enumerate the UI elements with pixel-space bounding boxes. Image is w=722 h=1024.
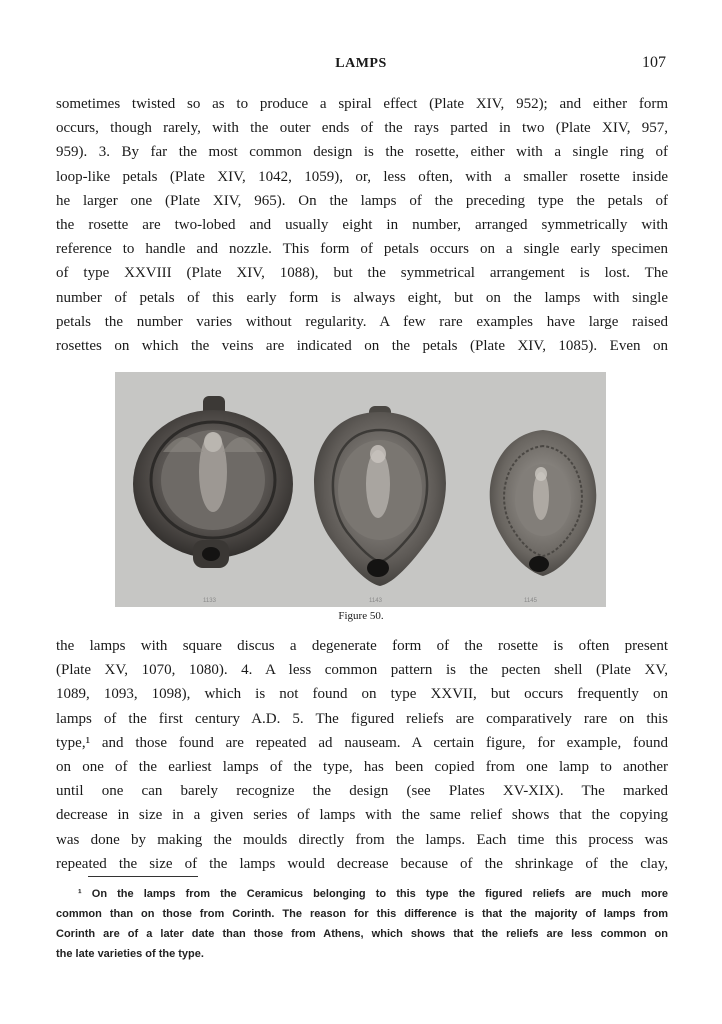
text-line: was done by making the moulds directly from the lamps. Each time this process was (56, 831, 668, 848)
footnote-line: common than on those from Corinth. The reason for this difference is that the majority of lamps from (56, 908, 668, 920)
text-line: decrease in size in a given series of lamps with the same relief shows that the copying (56, 807, 668, 824)
text-line: reference to handle and nozzle. This form of petals occurs on a single early specimen (56, 241, 668, 258)
lamps-photograph (115, 372, 606, 607)
text-line: (Plate XV, 1070, 1080). 4. A less common pattern is the pecten shell (Plate XV, (56, 662, 668, 679)
text-line: repeated the size of the lamps would decrease because of the shrinkage of the clay, (56, 855, 668, 872)
text-line: 959). 3. By far the most common design is the rosette, either with a single ring of (56, 144, 668, 161)
text-line: until one can barely recognize the design (see Plates XV-XIX). The marked (56, 783, 668, 800)
figure-caption: Figure 50. (338, 610, 384, 622)
lamp-1143-image (314, 406, 446, 586)
paragraph-before-figure (56, 92, 668, 358)
text-line: on one of the earliest lamps of the type, has been copied from one lamp to another (56, 759, 668, 776)
lamp-1133-image (133, 396, 293, 568)
footnote-divider (88, 876, 198, 877)
text-line: loop-like petals (Plate XIV, 1042, 1059), or, less often, with a smaller rosette inside (56, 168, 668, 185)
text-line: sometimes twisted so as to produce a spiral effect (Plate XIV, 952); and either form (56, 96, 668, 112)
text-line: occurs, though rarely, with the outer ends of the rays parted in two (Plate XIV, 957, (56, 120, 668, 137)
footnote (56, 884, 668, 964)
text-line: petals the number varies without regularity. A few rare examples have large raised (56, 313, 668, 330)
text-line: the lamps with square discus a degenerate form of the rosette is often present (56, 638, 668, 654)
text-line: the rosette are two-lobed and usually eight in number, arranged symmetrically with (56, 217, 668, 234)
text-line: type,¹ and those found are repeated ad nauseam. A certain figure, for example, found (56, 734, 668, 751)
lamp-1145-image (490, 430, 597, 576)
text-line: he larger one (Plate XIV, 965). On the lamps of the preceding type the petals of (56, 192, 668, 209)
text-line: rosettes on which the veins are indicated on the petals (Plate XIV, 1085). Even on (56, 338, 668, 355)
lamp-number-label: 1145 (524, 598, 537, 604)
lamp-number-label: 1133 (203, 598, 216, 604)
text-line: 1089, 1093, 1098), which is not found on type XXVII, but occurs frequently on (56, 686, 668, 703)
text-line: number of petals of this early form is always eight, but on the lamps with single (56, 289, 668, 306)
paragraph-after-figure (56, 634, 668, 876)
page-number: 107 (642, 54, 666, 71)
footnote-line: Corinth are of a later date than those from Athens, which shows that the reliefs are less common on (56, 928, 668, 940)
running-header-title: LAMPS (335, 56, 387, 71)
footnote-line: the late varieties of the type. (56, 948, 204, 960)
footnote-line: ¹ On the lamps from the Ceramicus belonging to this type the figured reliefs are much more (78, 888, 668, 900)
text-line: lamps of the first century A.D. 5. The figured reliefs are comparatively rare on this (56, 710, 668, 727)
text-line: of type XXVIII (Plate XIV, 1088), but the symmetrical arrangement is lost. The (56, 265, 668, 282)
lamp-number-label: 1143 (369, 598, 382, 604)
